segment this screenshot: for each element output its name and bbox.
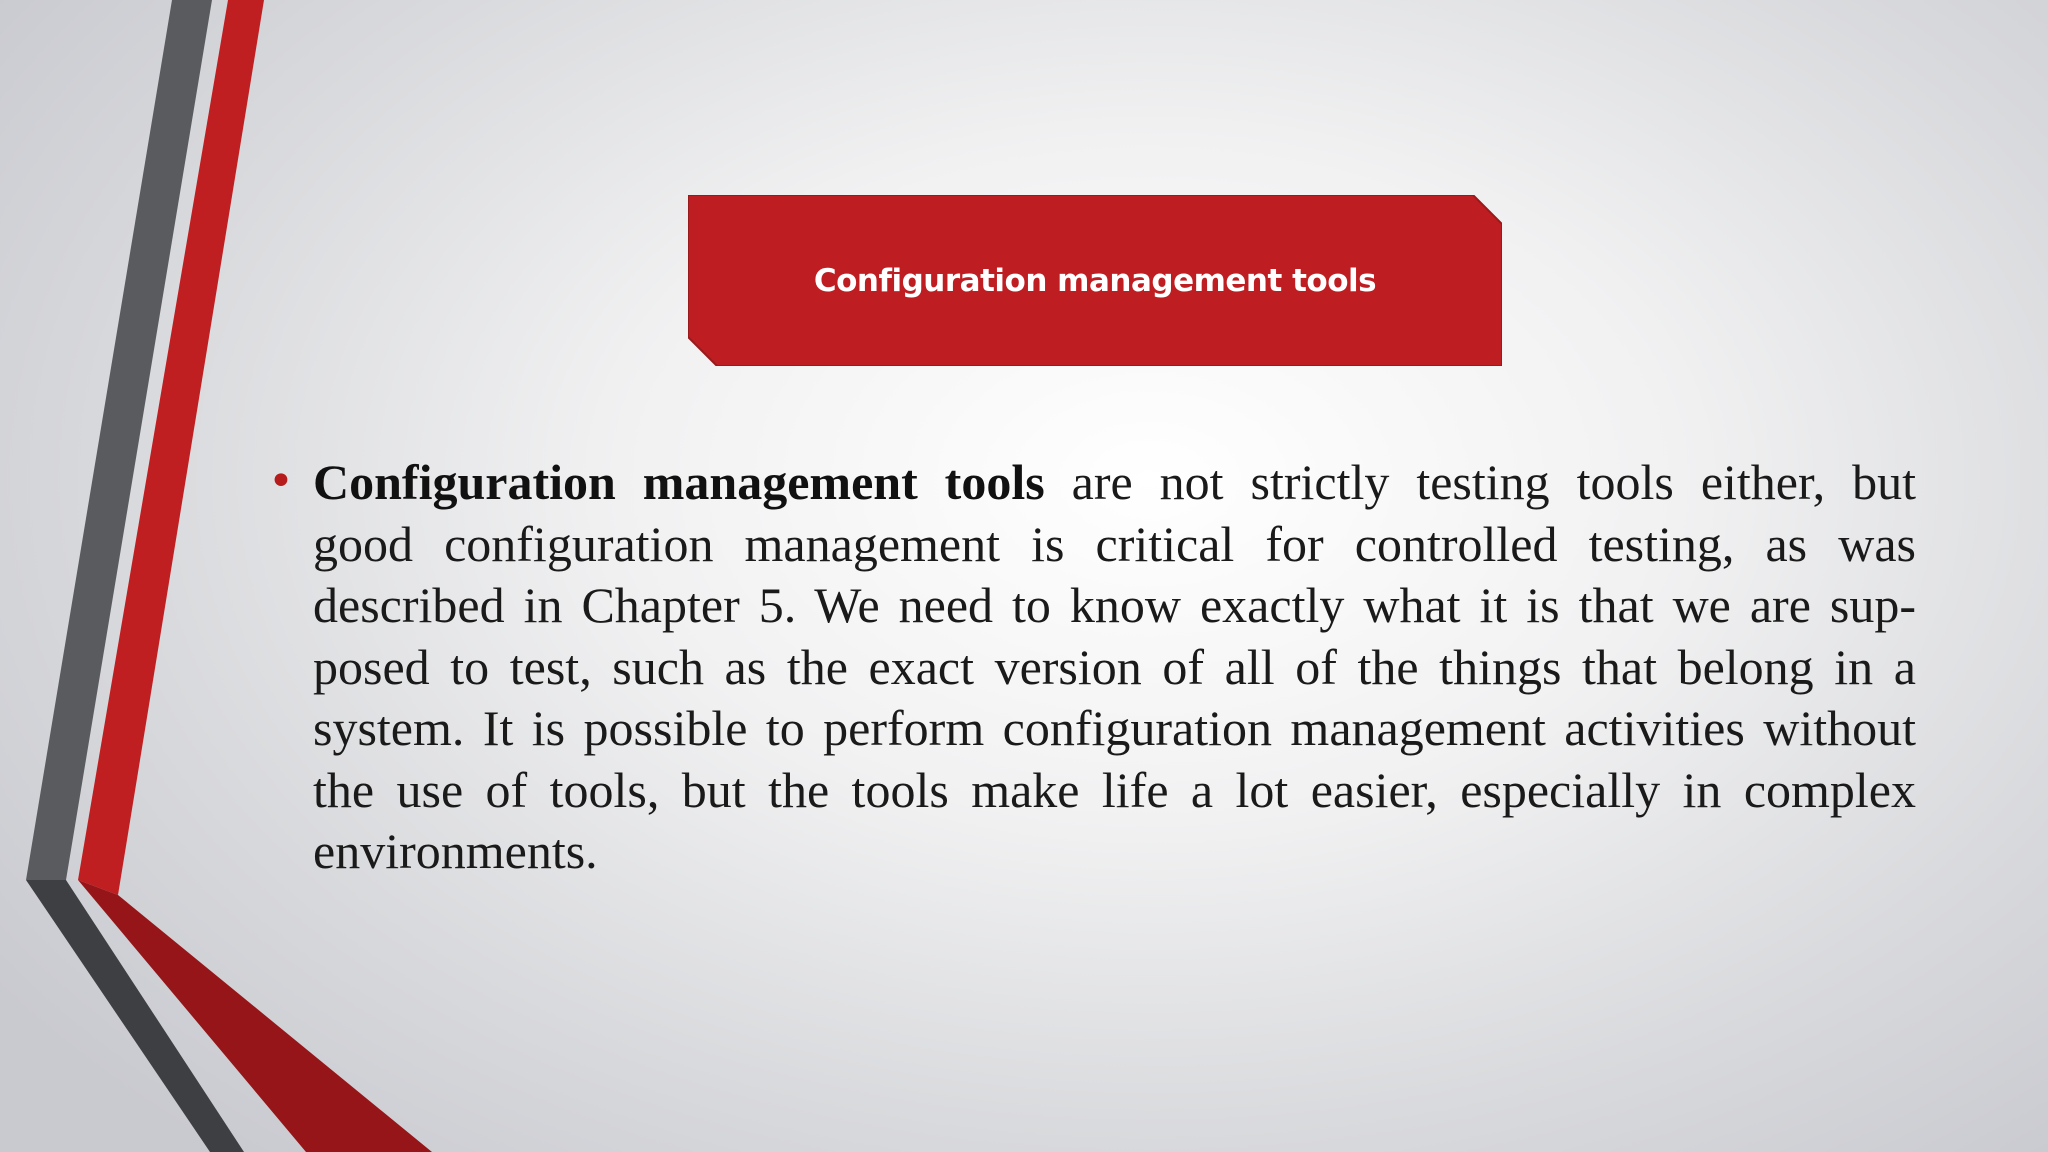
title-box bbox=[688, 195, 1502, 366]
bullet-item bbox=[268, 452, 1916, 883]
bullet-paragraph bbox=[313, 452, 1916, 883]
bullet-bold-lead: Configuration management tools bbox=[313, 454, 1045, 510]
bullet-body-text: are not strictly testing tools either, but good configuration management is critical for controlled testing, as was described in Chapter 5. We need to know exactly what it is that we are sup-posed to test, such as the exact version of all of the things that belong in a system. It is possible to perform configuration management activities without the use of tools, but the tools make life a lot easier, especially in complex environments. bbox=[313, 454, 1916, 879]
slide-title: Configuration management tools bbox=[813, 262, 1377, 299]
bullet-marker: • bbox=[268, 456, 294, 507]
